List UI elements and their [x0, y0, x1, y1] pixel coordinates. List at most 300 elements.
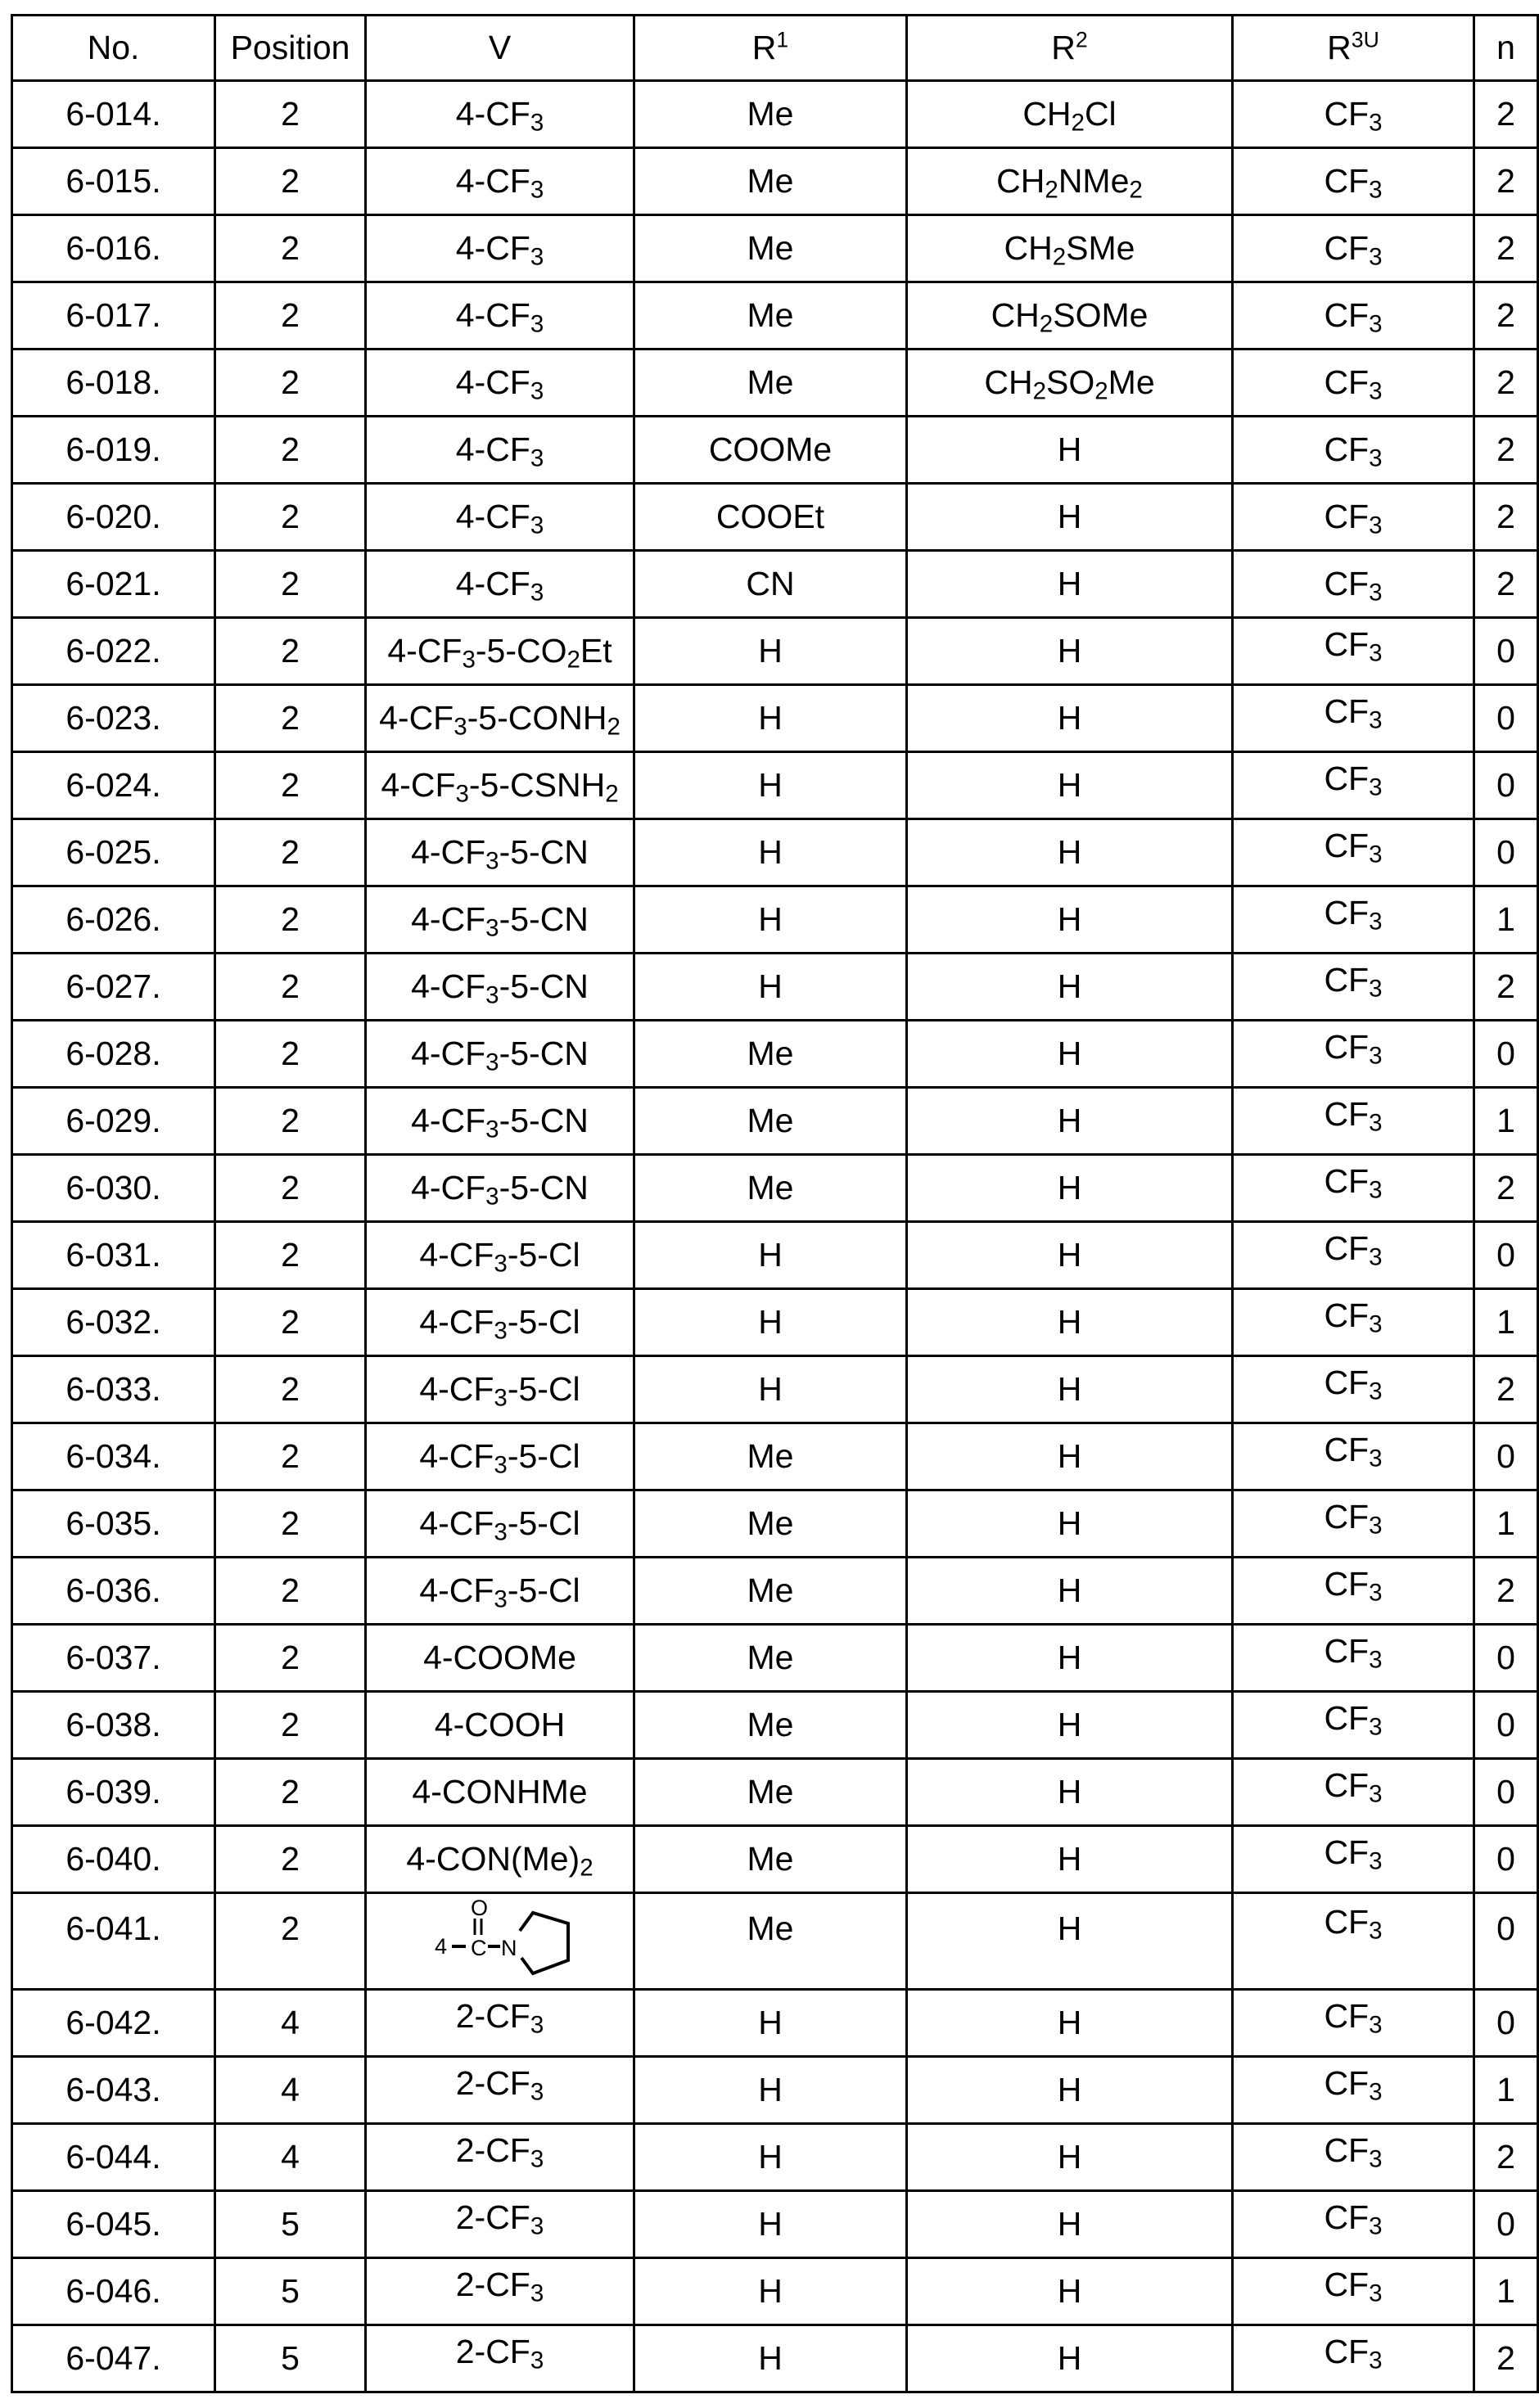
text-segment: 4-CF: [381, 766, 456, 804]
subscript: 3: [485, 1116, 499, 1143]
cell-no-text: 6-024.: [65, 766, 161, 804]
cell-n: [1474, 282, 1538, 349]
cell-r2: [907, 1423, 1233, 1490]
cell-r1-text: [758, 900, 783, 938]
cell-r1: [634, 484, 907, 551]
subscript: 3: [1369, 1176, 1383, 1204]
cell-r2-text: [1058, 2071, 1082, 2108]
cell-r1-text: [635, 1894, 905, 1946]
cell-r3u: [1233, 1021, 1474, 1088]
text-segment: CN: [746, 565, 795, 602]
cell-v-text: [435, 1706, 565, 1743]
cell-r1-text: [747, 296, 794, 334]
cell-r2-text: [1058, 1303, 1082, 1341]
cell-r3u: [1233, 551, 1474, 618]
cell-r3u: [1233, 2258, 1474, 2325]
cell-no-text: 6-039.: [65, 1773, 161, 1811]
cell-r2: [907, 685, 1233, 752]
cell-no-text: 6-025.: [65, 833, 161, 871]
text-segment: 4-CF: [411, 1169, 486, 1206]
text-segment: CF: [1324, 1699, 1370, 1737]
cell-position-text: 2: [281, 431, 300, 468]
text-segment: -5-Cl: [507, 1303, 580, 1341]
cell-r1-text: [758, 967, 783, 1005]
cell-v: [366, 1490, 634, 1558]
cell-r3u: [1233, 1088, 1474, 1155]
cell-v: [366, 2325, 634, 2392]
cell-position: [215, 1692, 366, 1759]
text-segment: CF: [1324, 961, 1370, 999]
cell-r2-text: [991, 296, 1149, 338]
cell-r2: [907, 1289, 1233, 1356]
cell-position-text: 2: [281, 900, 300, 938]
cell-r1: [634, 148, 907, 215]
cell-r1: [634, 1893, 907, 1990]
cell-position-text: 2: [281, 1303, 300, 1341]
cell-no: [12, 1021, 215, 1088]
cell-r2-text: [1058, 2272, 1082, 2310]
cell-position-text: 5: [281, 2339, 300, 2377]
text-segment: CF: [1324, 760, 1370, 797]
table-row: [12, 819, 1538, 886]
cell-no-text: 6-040.: [65, 1840, 161, 1878]
cell-v: [366, 551, 634, 618]
text-segment: H: [1057, 1437, 1082, 1475]
subscript: 3: [485, 914, 499, 942]
cell-position-text: 2: [281, 1773, 300, 1811]
subscript: 3: [485, 981, 499, 1009]
cell-r3u-text: [1324, 1766, 1383, 1808]
cell-v-text: [455, 2266, 544, 2307]
cell-no: [12, 819, 215, 886]
cell-v: [366, 1222, 634, 1289]
text-segment: 4-COOMe: [423, 1639, 576, 1676]
cell-r3u: [1233, 1990, 1474, 2057]
cell-v-text: [411, 833, 589, 875]
cell-position: [215, 484, 366, 551]
cell-r3u: [1233, 349, 1474, 417]
cell-v: [366, 886, 634, 954]
cell-n: [1474, 551, 1538, 618]
subscript: 3: [454, 713, 467, 741]
cell-r3u-text: [1324, 498, 1383, 539]
table-row: [12, 484, 1538, 551]
cell-no-text: 6-041.: [65, 1910, 161, 1947]
cell-n: [1474, 1155, 1538, 1222]
cell-r3u-text: [1324, 296, 1383, 338]
cell-r3u: [1233, 282, 1474, 349]
text-segment: 2-CF: [455, 2131, 530, 2169]
cell-r3u: [1233, 2191, 1474, 2258]
cell-position-text: 2: [281, 1437, 300, 1475]
cell-n: [1474, 752, 1538, 819]
subscript: 3: [530, 2347, 544, 2374]
cell-n: [1474, 1423, 1538, 1490]
table-row: [12, 1625, 1538, 1692]
cell-r1: [634, 1826, 907, 1893]
cell-v: [366, 148, 634, 215]
cell-position: [215, 1088, 366, 1155]
cell-r2: [907, 886, 1233, 954]
cell-v: [366, 1990, 634, 2057]
text-segment: CF: [1324, 1903, 1370, 1941]
text-segment: Me: [747, 1572, 794, 1609]
cell-r3u-text: [1324, 1431, 1383, 1472]
cell-n: [1474, 349, 1538, 417]
cell-r3u: [1233, 1222, 1474, 1289]
text-segment: CF: [1324, 1997, 1370, 2035]
cell-r2-text: [1058, 2004, 1082, 2041]
cell-r1-text: [758, 766, 783, 804]
cell-r2: [907, 1558, 1233, 1625]
cell-v: [366, 954, 634, 1021]
text-segment: CH: [996, 162, 1045, 200]
text-segment: -5-CSNH: [468, 766, 606, 804]
subscript: 3: [494, 1250, 508, 1278]
text-segment: 2-CF: [455, 2064, 530, 2102]
text-segment: H: [758, 2205, 783, 2243]
cell-r2-text: [1058, 1572, 1082, 1609]
text-segment: CF: [1324, 1095, 1370, 1133]
cell-n: [1474, 1692, 1538, 1759]
subscript: 2: [1071, 109, 1085, 137]
text-segment: CF: [1324, 229, 1370, 267]
text-segment: 4-CF: [411, 900, 486, 938]
cell-r1-text: [758, 2272, 783, 2310]
subscript: 3: [494, 1317, 508, 1345]
cell-r2-text: [1058, 1102, 1082, 1139]
text-segment: H: [1057, 2071, 1082, 2108]
cell-n: [1474, 1289, 1538, 1356]
structure-atom-c: C: [470, 1936, 486, 1960]
cell-n-text: 2: [1496, 229, 1515, 267]
cell-no-text: 6-031.: [65, 1236, 161, 1274]
cell-position: [215, 81, 366, 148]
subscript: 3: [1369, 2078, 1383, 2106]
cell-r1-text: [758, 699, 783, 737]
text-segment: H: [758, 2272, 783, 2310]
text-segment: 2-CF: [455, 2266, 530, 2303]
text-segment: CF: [1324, 894, 1370, 931]
cell-no-text: 6-034.: [65, 1437, 161, 1475]
text-segment: H: [1057, 632, 1082, 670]
text-segment: H: [758, 766, 783, 804]
cell-v: [366, 484, 634, 551]
cell-v: [366, 2258, 634, 2325]
compound-table: [11, 14, 1539, 2393]
cell-r3u: [1233, 819, 1474, 886]
cell-r3u-text: [1324, 1498, 1383, 1540]
cell-r1: [634, 1021, 907, 1088]
cell-no-text: 6-023.: [65, 699, 161, 737]
text-segment: CF: [1324, 498, 1370, 535]
cell-v: [366, 1826, 634, 1893]
text-segment: CF: [1324, 1431, 1370, 1468]
subscript: 3: [1369, 377, 1383, 405]
cell-r2: [907, 2325, 1233, 2392]
cell-r1: [634, 2325, 907, 2392]
cell-position-text: 2: [281, 766, 300, 804]
cell-r1-text: [747, 1437, 794, 1475]
subscript: 3: [1369, 1243, 1383, 1271]
cell-position: [215, 2057, 366, 2124]
text-segment: No.: [87, 29, 140, 66]
subscript: 3: [494, 1585, 508, 1613]
text-segment: 4-CF: [387, 632, 463, 670]
cell-v-text: [379, 699, 621, 741]
text-segment: 4-CF: [455, 498, 530, 535]
text-segment: 4-CF: [419, 1437, 494, 1475]
cell-r3u: [1233, 1490, 1474, 1558]
cell-r1: [634, 1289, 907, 1356]
text-segment: H: [1057, 900, 1082, 938]
subscript: 2: [566, 646, 580, 674]
subscript: 3: [1369, 176, 1383, 204]
text-segment: 4-CF: [455, 565, 530, 602]
subscript: 3: [1369, 1310, 1383, 1338]
text-segment: H: [1057, 967, 1082, 1005]
cell-r3u: [1233, 484, 1474, 551]
cell-no-text: 6-035.: [65, 1504, 161, 1542]
cell-no: [12, 1625, 215, 1692]
cell-r2-text: [1058, 2138, 1082, 2176]
cell-r3u: [1233, 1625, 1474, 1692]
text-segment: COOMe: [708, 431, 833, 468]
text-segment: CF: [1324, 565, 1370, 602]
subscript: 3: [1369, 2212, 1383, 2240]
cell-n: [1474, 1490, 1538, 1558]
cell-no-text: 6-020.: [65, 498, 161, 535]
cell-r3u-text: [1324, 1699, 1383, 1741]
table-row: [12, 1759, 1538, 1826]
text-segment: R: [1051, 29, 1076, 66]
cell-n-text: 2: [1496, 162, 1515, 200]
text-segment: H: [1057, 1773, 1082, 1811]
cell-v: [366, 1558, 634, 1625]
table-row: [12, 2191, 1538, 2258]
cell-position: [215, 417, 366, 484]
text-segment: CF: [1324, 363, 1370, 401]
cell-position: [215, 1289, 366, 1356]
text-segment: CF: [1324, 625, 1370, 663]
cell-r3u-text: [1324, 1095, 1383, 1137]
subscript: 2: [1052, 243, 1067, 271]
cell-no-text: 6-026.: [65, 900, 161, 938]
subscript: 3: [530, 243, 544, 271]
text-segment: COOEt: [715, 498, 825, 535]
cell-r1-text: [747, 1169, 794, 1206]
text-segment: H: [1057, 498, 1082, 535]
cell-r2-text: [1058, 2339, 1082, 2377]
cell-r1-text: [758, 2339, 783, 2377]
cell-r3u-text: [1324, 1028, 1383, 1070]
cell-no-text: 6-044.: [65, 2138, 161, 2176]
cell-r2: [907, 484, 1233, 551]
cell-r2: [907, 1759, 1233, 1826]
cell-v: [366, 1759, 634, 1826]
cell-n: [1474, 484, 1538, 551]
text-segment: Me: [747, 1437, 794, 1475]
cell-r2-text: [984, 363, 1155, 405]
subscript: 3: [1369, 1713, 1383, 1741]
cell-no-text: 6-028.: [65, 1035, 161, 1072]
cell-r2: [907, 819, 1233, 886]
text-segment: H: [1057, 2004, 1082, 2041]
text-segment: 4-CF: [455, 162, 530, 200]
cell-position-text: 2: [281, 363, 300, 401]
table-row: [12, 685, 1538, 752]
cell-r3u-text: [1324, 1632, 1383, 1674]
cell-r1: [634, 81, 907, 148]
cell-n-text: 0: [1496, 1706, 1515, 1743]
structure-atom-n: N: [500, 1936, 517, 1960]
text-segment: H: [1057, 766, 1082, 804]
cell-no-text: 6-030.: [65, 1169, 161, 1206]
cell-r1: [634, 1222, 907, 1289]
cell-r2: [907, 1356, 1233, 1423]
cell-r2: [907, 551, 1233, 618]
text-segment: 4-CF: [455, 229, 530, 267]
cell-no-text: 6-016.: [65, 229, 161, 267]
cell-no-text: 6-036.: [65, 1572, 161, 1609]
subscript: 3: [1369, 444, 1383, 472]
cell-r3u: [1233, 148, 1474, 215]
cell-r2-text: [1058, 833, 1082, 871]
cell-no-text: 6-043.: [65, 2071, 161, 2108]
cell-r1: [634, 1990, 907, 2057]
cell-r2-text: [1058, 1370, 1082, 1408]
subscript: 3: [530, 176, 544, 204]
cell-v: [366, 282, 634, 349]
text-segment: CF: [1324, 2333, 1370, 2370]
column-header-v: [366, 16, 634, 81]
subscript: 3: [1369, 1378, 1383, 1405]
subscript: 3: [462, 646, 476, 674]
cell-r3u-text: [1324, 760, 1383, 801]
cell-position-text: 2: [281, 498, 300, 535]
cell-r2-text: [1058, 1169, 1082, 1206]
text-segment: -5-CN: [499, 900, 589, 938]
cell-r2: [907, 1826, 1233, 1893]
text-segment: CF: [1324, 296, 1370, 334]
cell-v-text: [411, 1169, 589, 1211]
table-row: [12, 1692, 1538, 1759]
text-segment: CF: [1324, 431, 1370, 468]
table-row: [12, 1990, 1538, 2057]
subscript: 3: [494, 1384, 508, 1412]
cell-r2-text: [1058, 498, 1082, 535]
text-segment: H: [1057, 1840, 1082, 1878]
pyrrolidine-carbonyl-structure-icon: [418, 1894, 582, 1976]
cell-v-text: [411, 967, 589, 1009]
cell-r2: [907, 2191, 1233, 2258]
text-segment: -5-CONH: [467, 699, 607, 737]
text-segment: 4-CF: [411, 833, 486, 871]
cell-n-text: 2: [1496, 2339, 1515, 2377]
cell-v-text: [455, 95, 544, 137]
cell-position: [215, 2191, 366, 2258]
cell-no: [12, 1692, 215, 1759]
text-segment: CF: [1324, 162, 1370, 200]
cell-r3u: [1233, 2057, 1474, 2124]
text-segment: CF: [1324, 1364, 1370, 1401]
cell-no: [12, 2057, 215, 2124]
cell-r2: [907, 2057, 1233, 2124]
text-segment: SOMe: [1053, 296, 1149, 334]
cell-no: [12, 752, 215, 819]
subscript: 3: [1369, 1512, 1383, 1540]
cell-r2-text: [1058, 967, 1082, 1005]
cell-r2: [907, 282, 1233, 349]
text-segment: H: [758, 632, 783, 670]
cell-n-text: 0: [1496, 1437, 1515, 1475]
cell-position: [215, 1826, 366, 1893]
cell-r1-text: [747, 229, 794, 267]
cell-v: [366, 1893, 634, 1990]
table-row: [12, 1289, 1538, 1356]
subscript: 3: [1369, 706, 1383, 734]
table-row: [12, 1490, 1538, 1558]
table-row: [12, 1826, 1538, 1893]
text-segment: H: [758, 1370, 783, 1408]
cell-r3u-text: [1324, 162, 1383, 204]
subscript: 3: [1369, 109, 1383, 137]
text-segment: 4-CF: [419, 1236, 494, 1274]
subscript: 3: [1369, 2011, 1383, 2039]
cell-position: [215, 148, 366, 215]
cell-v-text: [455, 2131, 544, 2173]
cell-n-text: 0: [1496, 1639, 1515, 1676]
cell-r3u-text: [1324, 1296, 1383, 1338]
table-row: [12, 1558, 1538, 1625]
cell-r3u-text: [1324, 2131, 1383, 2173]
cell-no-text: 6-021.: [65, 565, 161, 602]
text-segment: H: [1057, 1303, 1082, 1341]
cell-n: [1474, 2057, 1538, 2124]
cell-r3u-text: [1324, 1565, 1383, 1607]
cell-position-text: 2: [281, 1706, 300, 1743]
cell-r2-text: [1058, 1236, 1082, 1274]
cell-no: [12, 417, 215, 484]
text-segment: CF: [1324, 2131, 1370, 2169]
cell-r1: [634, 2057, 907, 2124]
cell-r1: [634, 551, 907, 618]
cell-r1: [634, 819, 907, 886]
cell-position: [215, 282, 366, 349]
text-segment: -5-CN: [499, 1169, 589, 1206]
cell-r2: [907, 1692, 1233, 1759]
cell-no: [12, 484, 215, 551]
cell-n-text: 1: [1496, 2071, 1515, 2108]
text-segment: CF: [1324, 692, 1370, 730]
text-segment: H: [1057, 1370, 1082, 1408]
text-segment: CH: [1004, 229, 1053, 267]
cell-r3u: [1233, 752, 1474, 819]
cell-r3u: [1233, 954, 1474, 1021]
text-segment: -5-Cl: [507, 1236, 580, 1274]
cell-r2: [907, 349, 1233, 417]
cell-no-text: 6-019.: [65, 431, 161, 468]
cell-v-text: [455, 431, 544, 472]
cell-no-text: 6-037.: [65, 1639, 161, 1676]
text-segment: Me: [747, 1706, 794, 1743]
cell-no: [12, 1826, 215, 1893]
cell-r2: [907, 417, 1233, 484]
cell-r3u-text: [1324, 1997, 1383, 2039]
cell-position-text: 2: [281, 1840, 300, 1878]
table-row: [12, 2057, 1538, 2124]
text-segment: R: [751, 29, 777, 66]
